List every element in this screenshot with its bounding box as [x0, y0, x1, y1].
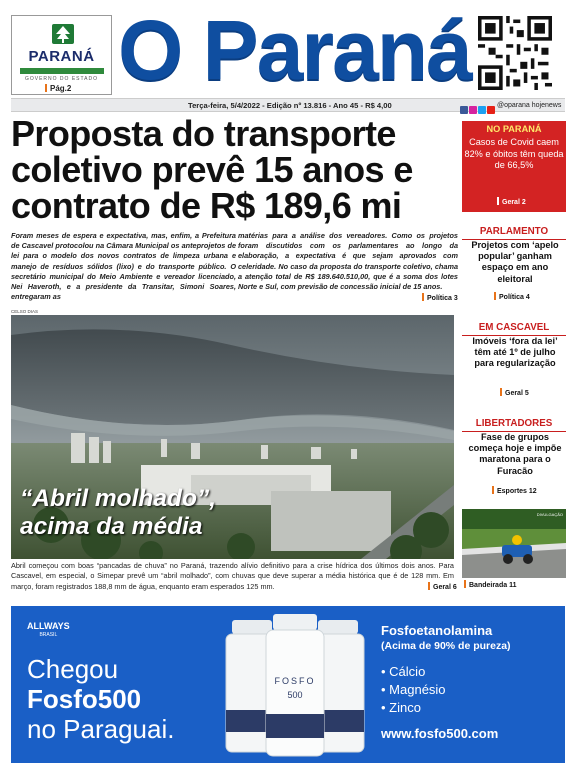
sidebar-label-parlamento: PARLAMENTO	[462, 226, 566, 240]
facebook-icon[interactable]	[460, 106, 468, 114]
sidebar-label-cascavel: EM CASCAVEL	[462, 322, 566, 336]
ad-ingredient: • Zinco	[381, 699, 446, 717]
ad-headline	[27, 654, 174, 744]
qr-code-icon[interactable]	[478, 14, 552, 92]
allways-logo-name: ALLWAYS	[27, 621, 70, 631]
kart-race-photo[interactable]	[462, 509, 566, 578]
sidebar-ref-parlamento[interactable]: Política 4	[494, 292, 530, 301]
instagram-icon[interactable]	[469, 106, 477, 114]
sidebar-text-cascavel[interactable]: Imóveis ‘fora da lei’ têm até 1º de julho para regularização	[472, 336, 558, 369]
ad-ingredient-list	[381, 663, 446, 717]
government-ad-box[interactable]	[11, 15, 112, 95]
twitter-icon[interactable]	[478, 106, 486, 114]
bottle-label-number: 500	[287, 690, 303, 700]
ad-headline-line1: Chegou	[27, 654, 119, 684]
edition-info: Terça-feira, 5/4/2022 - Edição nº 13.816 - Ano 45 - R$ 4,00	[188, 101, 392, 110]
bottle-center	[266, 614, 324, 756]
photo-credit-tag: DIVULGAÇÃO	[536, 512, 563, 517]
no-parana-text: Casos de Covid caem 82% e óbitos têm queda de 66,5%	[464, 137, 564, 171]
social-icons	[460, 101, 496, 110]
photo-page-ref[interactable]: Geral 6	[428, 582, 457, 591]
photo-caption: Abril começou com boas “pancadas de chuva” no Paraná, trazendo alívio definitivo para a crise hídrica dos últimos dois anos. Para Cascavel, em especial, o Simepar prevê um “abril molhado”, com chuvas que deve superar a média histórica que é de 128 mm. Em março, foram registrados 188,8 mm de água, enquanto eram esperados 125 mm.	[11, 561, 454, 591]
ad-ingredient: • Cálcio	[381, 663, 446, 681]
sidebar-text-libertadores[interactable]: Fase de grupos começa hoje e impõe maratona para o Furacão	[468, 432, 562, 476]
photo-headline-line2: acima da média	[20, 513, 203, 540]
ad-product-subtitle: (Acima de 90% de pureza)	[381, 640, 511, 652]
gov-page-ref[interactable]: Pág.2	[45, 84, 71, 93]
newspaper-title: O Paraná	[118, 3, 471, 97]
ad-headline-line3: no Paraguai.	[27, 714, 175, 744]
allways-logo-sub: BRASIL	[39, 632, 58, 638]
ad-product-title: Fosfoetanolamina	[381, 623, 493, 638]
parana-pine-icon	[50, 22, 76, 46]
gov-logo-bar	[20, 68, 104, 74]
main-headline[interactable]: Proposta do transporte coletivo prevê 15 anos e contrato de R$ 189,6 mi	[11, 113, 413, 226]
youtube-icon[interactable]	[487, 106, 495, 114]
sidebar-label-libertadores: LIBERTADORES	[462, 418, 566, 432]
social-handle[interactable]: @oparana hojenews	[497, 102, 562, 109]
product-bottles	[220, 614, 370, 758]
gov-logo-subtitle: GOVERNO DO ESTADO	[24, 76, 99, 82]
sidebar-text-parlamento[interactable]: Projetos com ‘apelo popular’ ganham espaço em ano eleitoral	[471, 240, 559, 284]
lead-column-1: Foram meses de espera e expectativa, mas, enfim, a Prefeitura de Cascavel protocolou na Câmara Municipal os anteprojetos de lei para o modelo dos novos contratos de limpeza urbana e manejo de resíduos sólidos (lixo) e do transporte público. O secretário municipal do Meio Ambiente e vereador licenciado, Nei Haveroth, e a presidente da Transitar, Simoni Soares, entregaram as	[11, 231, 236, 302]
bottle-label-name: FOSFO	[274, 676, 316, 686]
gov-logo-name: PARANÁ	[28, 48, 95, 65]
sidebar-ref-libertadores[interactable]: Esportes 12	[492, 486, 537, 495]
bandeirada-page-ref[interactable]: Bandeirada 11	[464, 580, 516, 589]
no-parana-label: NO PARANÁ	[486, 124, 542, 134]
no-parana-page-ref[interactable]: Geral 2	[497, 197, 526, 206]
headline-page-ref[interactable]: Política 3	[422, 293, 458, 302]
ad-ingredient: • Magnésio	[381, 681, 446, 699]
photo-headline[interactable]	[20, 485, 216, 541]
ad-headline-line2: Fosfo500	[27, 684, 142, 714]
sidebar-ref-cascavel[interactable]: Geral 5	[500, 388, 529, 397]
photo-credit: CELSO DIAS	[11, 309, 39, 314]
photo-headline-line1: “Abril molhado”,	[20, 485, 216, 512]
allways-logo	[27, 622, 70, 640]
ad-url-link[interactable]: www.fosfo500.com	[381, 726, 499, 741]
lead-column-2: matérias para a análise dos vereadores. Como os projetos foram discutidos com os parlamentares ao longo da elaboração, a expectativa é que sejam aprovados com celeridade. No caso da proposta do transporte coletivo, chama a atenção total de R$ 189.640.510,00, que é a soma dos lotes Norte e Sul, com previsão de concessão inicial de 15 anos.	[238, 231, 458, 292]
